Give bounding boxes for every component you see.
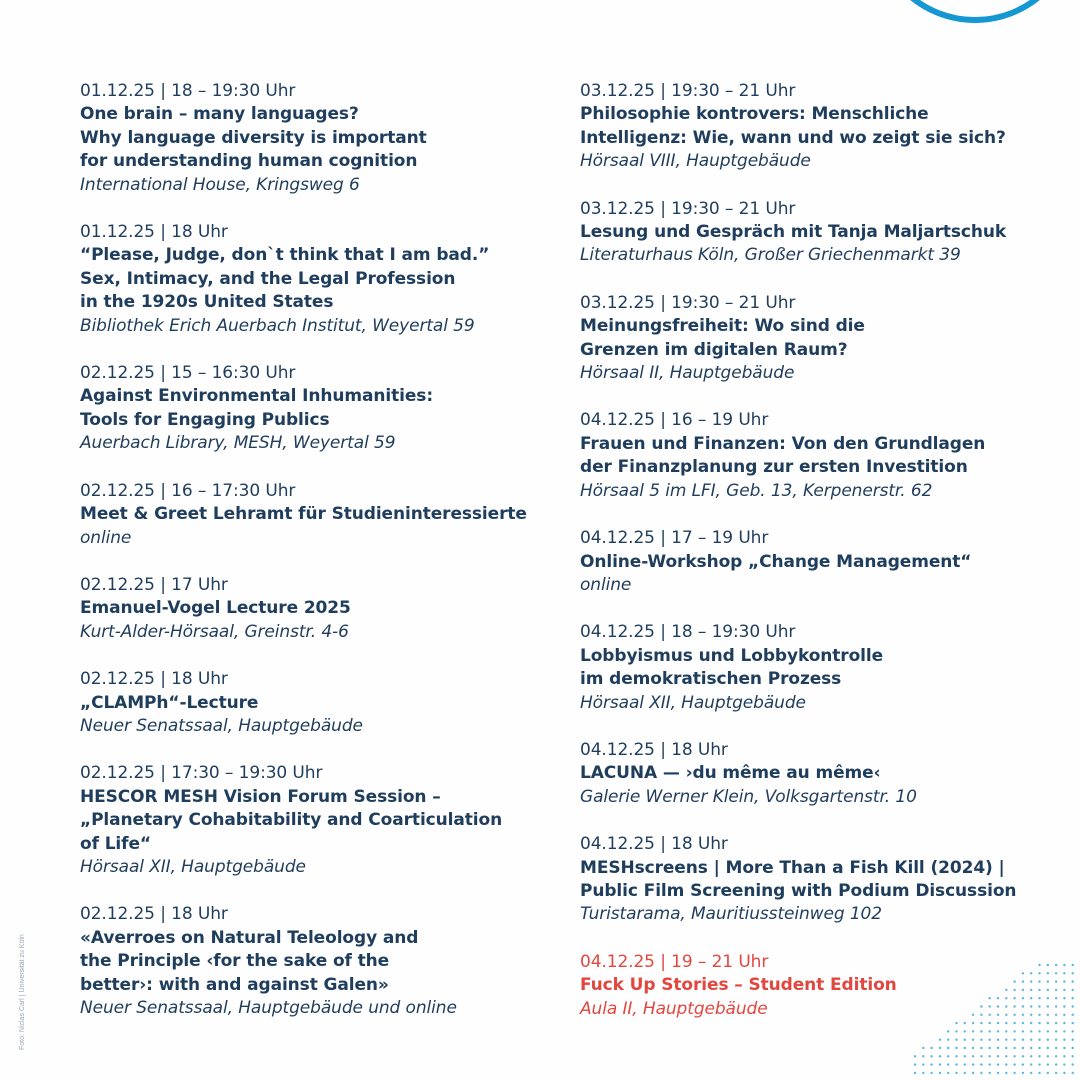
decorative-dot	[964, 1047, 966, 1049]
event-title-line: Philosophie kontrovers: Menschliche	[580, 104, 929, 125]
event-title-line: better›: with and against Galen»	[80, 974, 389, 995]
decorative-dot	[1047, 964, 1049, 966]
decorative-dot	[1055, 1063, 1057, 1065]
decorative-dot-pattern	[910, 960, 1080, 1080]
decorative-dot	[955, 1022, 957, 1024]
decorative-dot	[922, 1063, 924, 1065]
decorative-dot	[1055, 972, 1057, 974]
decorative-dot	[1072, 989, 1074, 991]
event-item	[580, 527, 1060, 597]
decorative-dot	[1005, 997, 1007, 999]
decorative-dot	[964, 1030, 966, 1032]
event-title	[580, 221, 1060, 244]
event-location: Auerbach Library, MESH, Weyertal 59	[80, 433, 396, 454]
decorative-dot	[1013, 997, 1015, 999]
decorative-dot	[1063, 1039, 1065, 1041]
event-date-time: 02.12.25 | 17 Uhr	[80, 574, 228, 595]
decorative-dot	[1047, 980, 1049, 982]
decorative-dot	[1030, 1055, 1032, 1057]
decorative-dot	[989, 1005, 991, 1007]
event-title	[80, 597, 550, 620]
event-title-line: One brain – many languages?	[80, 104, 359, 125]
decorative-dot	[1005, 989, 1007, 991]
decorative-dot	[1013, 1014, 1015, 1016]
decorative-dot	[1047, 1022, 1049, 1024]
decorative-dot	[1072, 980, 1074, 982]
decorative-dot	[989, 1055, 991, 1057]
event-title	[580, 762, 1060, 785]
decorative-dot	[1022, 1014, 1024, 1016]
decorative-dot	[1072, 964, 1074, 966]
event-title	[580, 551, 1060, 574]
event-title-line: of Life“	[80, 833, 151, 854]
event-title	[80, 385, 550, 432]
decorative-dot	[1047, 1005, 1049, 1007]
decorative-dot	[947, 1072, 949, 1074]
events-column-left	[80, 80, 550, 1044]
decorative-dot	[1063, 1022, 1065, 1024]
decorative-dot	[955, 1063, 957, 1065]
event-date-time: 03.12.25 | 19:30 – 21 Uhr	[580, 198, 796, 219]
decorative-dot	[1030, 989, 1032, 991]
decorative-dot	[1030, 972, 1032, 974]
decorative-dot	[1013, 989, 1015, 991]
event-title	[580, 103, 1060, 150]
decorative-dot	[1038, 964, 1040, 966]
event-location: Aula II, Hauptgebäude	[580, 998, 768, 1019]
event-title-line: HESCOR MESH Vision Forum Session –	[80, 786, 441, 807]
decorative-dot	[1030, 1063, 1032, 1065]
event-date-time: 04.12.25 | 18 – 19:30 Uhr	[580, 622, 796, 643]
decorative-dot	[989, 1063, 991, 1065]
decorative-dot	[1038, 1072, 1040, 1074]
decorative-dot	[1030, 980, 1032, 982]
decorative-dot	[922, 1047, 924, 1049]
event-title-line: Tools for Engaging Publics	[80, 409, 330, 430]
event-item	[580, 198, 1060, 268]
decorative-dot	[1063, 972, 1065, 974]
decorative-dot	[980, 1030, 982, 1032]
event-location: Kurt-Alder-Hörsaal, Greinstr. 4-6	[80, 621, 349, 642]
event-title	[580, 433, 1060, 480]
decorative-dot	[1047, 1030, 1049, 1032]
event-title	[80, 503, 550, 526]
decorative-dot	[964, 1055, 966, 1057]
decorative-dot	[1063, 964, 1065, 966]
event-title-line: Grenzen im digitalen Raum?	[580, 339, 848, 360]
decorative-dot	[997, 1072, 999, 1074]
decorative-dot	[1022, 1072, 1024, 1074]
decorative-dot	[1047, 1055, 1049, 1057]
decorative-dot	[1072, 1005, 1074, 1007]
event-date-time: 01.12.25 | 18 Uhr	[80, 222, 228, 243]
decorative-dot	[1022, 1039, 1024, 1041]
decorative-dot	[1055, 1022, 1057, 1024]
event-location: Hörsaal XII, Hauptgebäude	[580, 692, 806, 713]
decorative-dot	[997, 1055, 999, 1057]
event-location: Neuer Senatssaal, Hauptgebäude und online	[80, 998, 457, 1018]
decorative-dot	[1055, 989, 1057, 991]
decorative-dot	[1030, 1039, 1032, 1041]
decorative-dot	[1030, 1047, 1032, 1049]
decorative-dot	[1030, 1014, 1032, 1016]
decorative-dot	[1038, 1030, 1040, 1032]
decorative-dot	[1038, 989, 1040, 991]
decorative-dot	[972, 1072, 974, 1074]
decorative-dot	[1038, 980, 1040, 982]
event-title-line: „Planetary Cohabitability and Coarticulation	[80, 810, 503, 831]
event-title	[80, 103, 550, 173]
decorative-dot	[1038, 972, 1040, 974]
decorative-dot	[1072, 1039, 1074, 1041]
event-title-line: Lobbyismus und Lobbykontrolle	[580, 645, 884, 666]
decorative-dot	[980, 1014, 982, 1016]
decorative-dot	[1038, 1022, 1040, 1024]
event-title-line: „CLAMPh“-Lecture	[80, 692, 259, 713]
decorative-dot	[1072, 1030, 1074, 1032]
decorative-dot	[947, 1030, 949, 1032]
event-location: Neuer Senatssaal, Hauptgebäude	[80, 715, 363, 736]
decorative-dot	[939, 1072, 941, 1074]
decorative-dot	[997, 1063, 999, 1065]
decorative-dot	[1047, 1014, 1049, 1016]
decorative-dot	[997, 1030, 999, 1032]
decorative-dot	[1038, 1047, 1040, 1049]
event-item	[80, 574, 550, 644]
decorative-dot	[972, 1022, 974, 1024]
event-date-time: 04.12.25 | 16 – 19 Uhr	[580, 410, 769, 431]
events-column-right	[580, 80, 1060, 1045]
decorative-dot	[1063, 1005, 1065, 1007]
event-date-time: 02.12.25 | 17:30 – 19:30 Uhr	[80, 763, 323, 784]
decorative-dot	[939, 1063, 941, 1065]
event-location: Hörsaal XII, Hauptgebäude	[80, 856, 306, 877]
decorative-dot	[1022, 972, 1024, 974]
decorative-dot	[1055, 1047, 1057, 1049]
decorative-dot	[1072, 1055, 1074, 1057]
decorative-dot	[1022, 1022, 1024, 1024]
decorative-dot	[1055, 1039, 1057, 1041]
decorative-dot	[1013, 1039, 1015, 1041]
event-title	[580, 857, 1060, 904]
decorative-dot	[1055, 1014, 1057, 1016]
event-title-line: Against Environmental Inhumanities:	[80, 386, 434, 407]
decorative-dot	[1072, 1022, 1074, 1024]
decorative-dot	[1063, 1047, 1065, 1049]
decorative-dot	[1013, 1005, 1015, 1007]
decorative-dot	[1030, 1022, 1032, 1024]
event-title-line: der Finanzplanung zur ersten Investition	[580, 457, 968, 478]
event-item	[580, 833, 1060, 927]
event-title-line: “Please, Judge, don`t think that I am bad.”	[80, 245, 490, 266]
decorative-dot	[997, 1047, 999, 1049]
event-item	[80, 80, 550, 197]
event-date-time: 03.12.25 | 19:30 – 21 Uhr	[580, 292, 796, 313]
decorative-dot	[955, 1039, 957, 1041]
decorative-dot	[922, 1072, 924, 1074]
decorative-dot	[989, 1047, 991, 1049]
decorative-dot	[930, 1072, 932, 1074]
event-location: Bibliothek Erich Auerbach Institut, Weyertal 59	[80, 315, 475, 336]
decorative-dot	[1047, 989, 1049, 991]
event-title-line: Meet & Greet Lehramt für Studieninteressierte	[80, 504, 527, 525]
decorative-dot	[980, 1072, 982, 1074]
event-title-line: Intelligenz: Wie, wann und wo zeigt sie sich?	[580, 127, 1006, 148]
event-title-line: Why language diversity is important	[80, 127, 427, 148]
event-date-time: 02.12.25 | 18 Uhr	[80, 669, 228, 690]
decorative-dot	[1022, 980, 1024, 982]
decorative-dot	[1013, 1022, 1015, 1024]
decorative-dot	[914, 1055, 916, 1057]
decorative-dot	[1055, 964, 1057, 966]
event-date-time: 03.12.25 | 19:30 – 21 Uhr	[580, 81, 796, 101]
decorative-dot	[997, 1014, 999, 1016]
decorative-dot	[930, 1055, 932, 1057]
decorative-dot	[1047, 1047, 1049, 1049]
decorative-dot	[1022, 989, 1024, 991]
decorative-dot	[1005, 1047, 1007, 1049]
event-location: International House, Kringsweg 6	[80, 174, 360, 195]
decorative-dot	[980, 1055, 982, 1057]
decorative-dot	[997, 1022, 999, 1024]
decorative-dot	[930, 1047, 932, 1049]
event-item	[580, 80, 1060, 174]
decorative-dot	[1047, 1072, 1049, 1074]
event-location: Hörsaal VIII, Hauptgebäude	[580, 151, 811, 172]
decorative-dot	[1013, 1047, 1015, 1049]
decorative-dot	[1063, 1014, 1065, 1016]
decorative-dot	[972, 1030, 974, 1032]
event-location: Literaturhaus Köln, Großer Griechenmarkt 39	[580, 245, 961, 266]
decorative-dot	[1022, 1063, 1024, 1065]
decorative-dot	[1038, 1063, 1040, 1065]
decorative-dot	[947, 1047, 949, 1049]
event-title-line: Sex, Intimacy, and the Legal Profession	[80, 268, 456, 289]
event-title-line: MESHscreens | More Than a Fish Kill (2024) |	[580, 857, 1005, 878]
decorative-dot	[939, 1055, 941, 1057]
decorative-dot	[1055, 1055, 1057, 1057]
event-title	[80, 786, 550, 856]
decorative-dot	[930, 1063, 932, 1065]
decorative-dot	[1055, 980, 1057, 982]
decorative-dot	[980, 1047, 982, 1049]
decorative-dot	[1022, 997, 1024, 999]
decorative-dot	[980, 1005, 982, 1007]
event-title	[580, 315, 1060, 362]
event-title-line: in the 1920s United States	[80, 292, 334, 313]
decorative-dot	[1022, 1047, 1024, 1049]
event-item	[80, 762, 550, 879]
decorative-dot	[964, 1022, 966, 1024]
decorative-dot	[1047, 1063, 1049, 1065]
event-date-time: 02.12.25 | 15 – 16:30 Uhr	[80, 363, 296, 384]
decorative-dot	[1005, 1039, 1007, 1041]
event-title-line: «Averroes on Natural Teleology and	[80, 927, 419, 948]
decorative-dot	[939, 1047, 941, 1049]
decorative-dot	[1063, 1072, 1065, 1074]
decorative-dot	[964, 1039, 966, 1041]
decorative-dot	[997, 1039, 999, 1041]
decorative-dot	[972, 1014, 974, 1016]
decorative-dot	[1072, 1014, 1074, 1016]
event-title-line: Public Film Screening with Podium Discussion	[580, 880, 1017, 901]
decorative-arc	[880, 0, 1080, 60]
event-title-line: im demokratischen Prozess	[580, 669, 842, 690]
decorative-dot	[1072, 1072, 1074, 1074]
event-item	[580, 621, 1060, 715]
decorative-dot	[955, 1055, 957, 1057]
event-location: Hörsaal 5 im LFI, Geb. 13, Kerpenerstr. 62	[580, 480, 933, 501]
event-title-line: Lesung und Gespräch mit Tanja Maljartschuk	[580, 222, 1007, 243]
event-title-line: Frauen und Finanzen: Von den Grundlagen	[580, 433, 986, 454]
decorative-dot	[1030, 1072, 1032, 1074]
event-date-time: 04.12.25 | 19 – 21 Uhr	[580, 951, 769, 972]
decorative-dot	[1005, 1014, 1007, 1016]
decorative-dot	[964, 1063, 966, 1065]
decorative-dot	[1038, 1014, 1040, 1016]
decorative-dot	[1013, 1030, 1015, 1032]
decorative-dot	[1022, 1005, 1024, 1007]
decorative-dot	[972, 1039, 974, 1041]
decorative-dot	[1005, 1072, 1007, 1074]
decorative-dot	[980, 1039, 982, 1041]
decorative-dot	[997, 997, 999, 999]
decorative-dot	[1013, 1063, 1015, 1065]
decorative-dot	[1038, 997, 1040, 999]
decorative-dot	[947, 1039, 949, 1041]
decorative-dot	[914, 1072, 916, 1074]
decorative-dot	[980, 1063, 982, 1065]
decorative-dot	[972, 1055, 974, 1057]
event-title-line: Emanuel-Vogel Lecture 2025	[80, 598, 351, 619]
decorative-dot	[1013, 980, 1015, 982]
event-location: Hörsaal II, Hauptgebäude	[580, 363, 795, 384]
decorative-dot	[1005, 1030, 1007, 1032]
decorative-dot	[1022, 1055, 1024, 1057]
event-date-time: 04.12.25 | 18 Uhr	[580, 739, 728, 760]
decorative-dot	[1072, 972, 1074, 974]
event-location: online	[580, 574, 632, 595]
decorative-dot	[1055, 1072, 1057, 1074]
decorative-dot	[1013, 1055, 1015, 1057]
decorative-dot	[955, 1047, 957, 1049]
decorative-dot	[914, 1063, 916, 1065]
decorative-dot	[1030, 997, 1032, 999]
event-location: online	[80, 527, 132, 548]
decorative-dot	[1047, 972, 1049, 974]
decorative-dot	[947, 1063, 949, 1065]
event-date-time: 02.12.25 | 16 – 17:30 Uhr	[80, 480, 296, 501]
event-item	[580, 292, 1060, 386]
decorative-dot	[1063, 1030, 1065, 1032]
decorative-dot	[922, 1055, 924, 1057]
decorative-dot	[989, 1030, 991, 1032]
event-item	[580, 739, 1060, 809]
event-title-line: Online-Workshop „Change Management“	[580, 551, 972, 572]
decorative-dot	[1063, 980, 1065, 982]
decorative-dot	[1047, 997, 1049, 999]
event-date-time: 04.12.25 | 18 Uhr	[580, 834, 728, 855]
event-title	[580, 645, 1060, 692]
decorative-dot	[1047, 1039, 1049, 1041]
event-title-line: LACUNA — ›du même au même‹	[580, 763, 881, 784]
decorative-dot	[989, 997, 991, 999]
photo-credit: Foto: Niclas Carl | Universität zu Köln	[19, 934, 26, 1050]
event-date-time: 02.12.25 | 18 Uhr	[80, 904, 228, 925]
decorative-dot	[989, 1072, 991, 1074]
decorative-dot	[1038, 1039, 1040, 1041]
decorative-dot	[1072, 1063, 1074, 1065]
decorative-dot	[989, 1014, 991, 1016]
event-title	[80, 244, 550, 314]
event-date-time: 04.12.25 | 17 – 19 Uhr	[580, 528, 769, 549]
event-title	[80, 692, 550, 715]
decorative-dot	[1063, 989, 1065, 991]
event-title-line: for understanding human cognition	[80, 151, 418, 172]
decorative-dot	[1038, 1055, 1040, 1057]
decorative-dot	[1030, 1005, 1032, 1007]
decorative-dot	[1055, 1030, 1057, 1032]
decorative-dot	[972, 1047, 974, 1049]
decorative-dot	[947, 1055, 949, 1057]
event-date-time: 01.12.25 | 18 – 19:30 Uhr	[80, 81, 296, 101]
event-item	[80, 221, 550, 338]
event-item	[80, 668, 550, 738]
decorative-dot	[1022, 1030, 1024, 1032]
decorative-dot	[1063, 1063, 1065, 1065]
decorative-dot	[997, 1005, 999, 1007]
decorative-dot	[1063, 997, 1065, 999]
event-location: Galerie Werner Klein, Volksgartenstr. 10	[580, 786, 917, 807]
decorative-dot	[980, 1022, 982, 1024]
decorative-dot	[1072, 997, 1074, 999]
event-item	[80, 903, 550, 1020]
decorative-dot	[955, 1030, 957, 1032]
decorative-dot	[1005, 1055, 1007, 1057]
event-item	[80, 362, 550, 456]
event-location: Turistarama, Mauritiussteinweg 102	[580, 904, 882, 925]
event-item	[580, 409, 1060, 503]
decorative-dot	[989, 1022, 991, 1024]
event-title	[80, 927, 550, 997]
decorative-dot	[1030, 1030, 1032, 1032]
decorative-dot	[1038, 1005, 1040, 1007]
decorative-dot	[1055, 1005, 1057, 1007]
decorative-dot	[1005, 1005, 1007, 1007]
decorative-dot	[1072, 1047, 1074, 1049]
event-item	[80, 480, 550, 550]
event-title-line: Fuck Up Stories – Student Edition	[580, 975, 897, 996]
event-title-line: the Principle ‹for the sake of the	[80, 951, 390, 972]
decorative-dot	[1005, 1063, 1007, 1065]
decorative-dot	[939, 1039, 941, 1041]
decorative-dot	[1055, 997, 1057, 999]
decorative-dot	[989, 1039, 991, 1041]
decorative-dot	[1063, 1055, 1065, 1057]
decorative-dot	[972, 1063, 974, 1065]
decorative-dot	[1005, 1022, 1007, 1024]
event-title-line: Meinungsfreiheit: Wo sind die	[580, 316, 865, 337]
decorative-dot	[964, 1072, 966, 1074]
decorative-dot	[955, 1072, 957, 1074]
decorative-dot	[1013, 1072, 1015, 1074]
